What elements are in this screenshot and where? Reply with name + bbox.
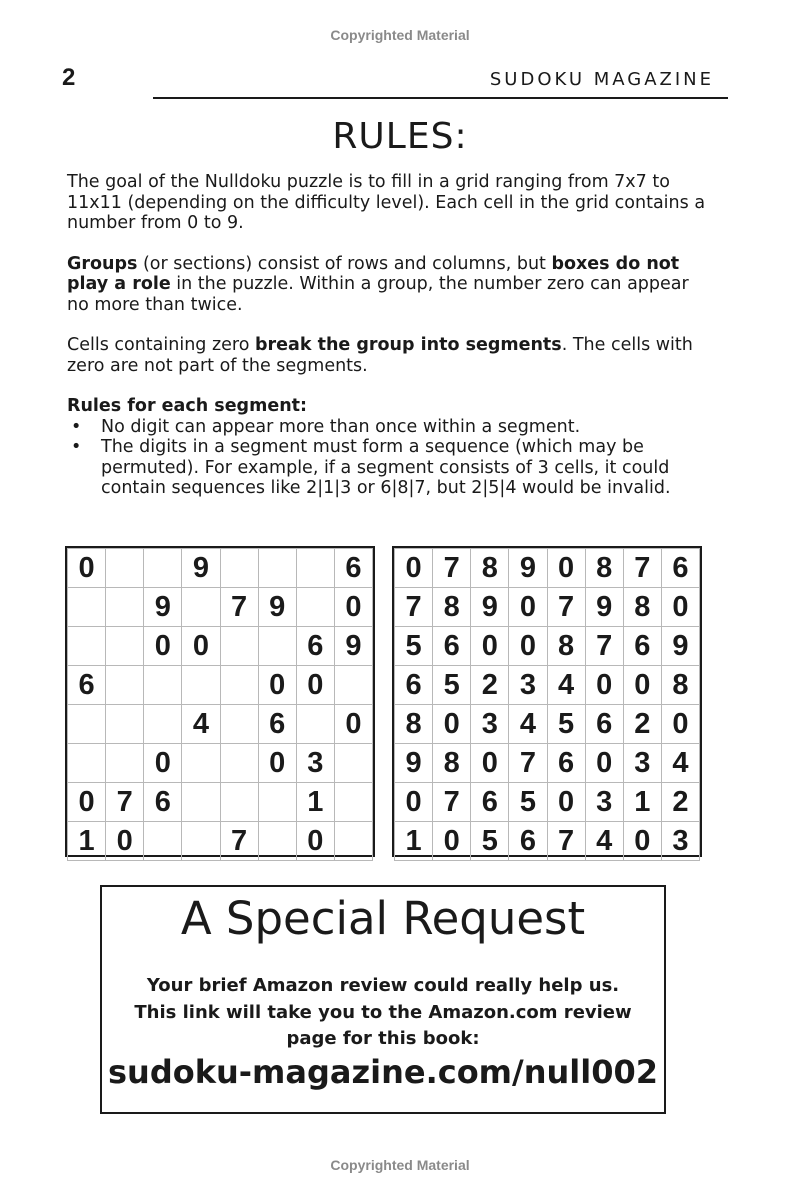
puzzle-cell [258, 822, 296, 861]
puzzle-cell [106, 705, 144, 744]
magazine-title: SUDOKU MAGAZINE [489, 69, 714, 90]
solution-cell: 7 [585, 627, 623, 666]
puzzle-cell [68, 588, 106, 627]
puzzle-cell: 6 [258, 705, 296, 744]
request-text [102, 973, 664, 1053]
solution-cell: 8 [661, 666, 699, 705]
solution-cell: 6 [547, 744, 585, 783]
puzzle-cell: 9 [258, 588, 296, 627]
copyright-watermark-top: Copyrighted Material [330, 27, 470, 43]
solution-row [395, 744, 700, 783]
puzzle-cell: 7 [220, 588, 258, 627]
solution-cell: 5 [395, 627, 433, 666]
solution-cell: 5 [471, 822, 509, 861]
solution-cell: 8 [547, 627, 585, 666]
solution-cell: 8 [395, 705, 433, 744]
solution-cell: 9 [509, 549, 547, 588]
solution-cell: 0 [471, 627, 509, 666]
solution-cell: 8 [433, 744, 471, 783]
rules-intro: The goal of the Nulldoku puzzle is to fill in a grid ranging from 7x7 to 11x11 (depending on the difficulty level). Each cell in the grid contains a number from 0 to 9. [67, 172, 706, 233]
puzzle-cell [334, 666, 372, 705]
solution-cell: 9 [395, 744, 433, 783]
solution-cell: 4 [661, 744, 699, 783]
solution-cell: 7 [433, 783, 471, 822]
rules-heading: RULES: [332, 116, 468, 157]
solution-cell: 6 [623, 627, 661, 666]
solution-cell: 6 [433, 627, 471, 666]
solution-cell: 0 [433, 822, 471, 861]
review-link[interactable]: sudoku-magazine.com/null002 [107, 1053, 658, 1091]
page-number: 2 [62, 64, 76, 91]
puzzle-cell [334, 822, 372, 861]
puzzle-cell [106, 627, 144, 666]
puzzle-cell [68, 705, 106, 744]
puzzle-cell [106, 744, 144, 783]
puzzle-cell [106, 666, 144, 705]
puzzle-cell: 0 [68, 783, 106, 822]
solution-cell: 0 [433, 705, 471, 744]
solution-cell: 0 [509, 588, 547, 627]
puzzle-cell [334, 783, 372, 822]
solution-cell: 6 [661, 549, 699, 588]
solution-cell: 7 [547, 588, 585, 627]
solution-row [395, 705, 700, 744]
puzzle-cell: 6 [144, 783, 182, 822]
segment-rule-item: • No digit can appear more than once within a segment. [67, 417, 712, 438]
puzzle-cell [144, 705, 182, 744]
solution-cell: 4 [585, 822, 623, 861]
puzzle-cell: 7 [220, 822, 258, 861]
rules-groups: Groups (or sections) consist of rows and columns, but boxes do not play a role in the puzzle. Within a group, the number zero can appear no more than twice. [67, 253, 689, 315]
solution-cell: 3 [509, 666, 547, 705]
puzzle-row [68, 822, 373, 861]
solution-cell: 7 [433, 549, 471, 588]
puzzle-cell: 6 [296, 627, 334, 666]
puzzle-row [68, 549, 373, 588]
puzzle-cell [258, 549, 296, 588]
puzzle-cell: 6 [334, 549, 372, 588]
solution-cell: 7 [395, 588, 433, 627]
segment-rules-title: Rules for each segment: [67, 396, 308, 416]
puzzle-cell [296, 705, 334, 744]
solution-cell: 5 [547, 705, 585, 744]
puzzle-cell [258, 783, 296, 822]
solution-cell: 0 [471, 744, 509, 783]
puzzle-cell: 1 [296, 783, 334, 822]
solution-cell: 9 [661, 627, 699, 666]
solution-cell: 9 [585, 588, 623, 627]
puzzle-cell: 3 [296, 744, 334, 783]
solution-row [395, 627, 700, 666]
solution-cell: 8 [433, 588, 471, 627]
solution-row [395, 549, 700, 588]
puzzle-cell [334, 744, 372, 783]
puzzle-cell: 4 [182, 705, 220, 744]
solution-cell: 1 [623, 783, 661, 822]
solution-cell: 2 [661, 783, 699, 822]
solution-cell: 8 [471, 549, 509, 588]
puzzle-cell: 0 [296, 666, 334, 705]
solution-cell: 9 [471, 588, 509, 627]
solution-cell: 2 [471, 666, 509, 705]
solution-cell: 3 [661, 822, 699, 861]
puzzle-cell [68, 744, 106, 783]
request-line: This link will take you to the Amazon.com review [134, 1001, 632, 1023]
puzzle-cell [182, 783, 220, 822]
solution-cell: 8 [623, 588, 661, 627]
puzzle-cell [220, 627, 258, 666]
solution-cell: 0 [395, 549, 433, 588]
solution-cell: 5 [433, 666, 471, 705]
solution-cell: 6 [585, 705, 623, 744]
solution-cell: 0 [547, 549, 585, 588]
puzzle-cell: 9 [144, 588, 182, 627]
rules-body [67, 172, 712, 499]
puzzle-cell [182, 666, 220, 705]
puzzle-grid [65, 546, 375, 857]
solution-cell: 0 [623, 666, 661, 705]
puzzle-cell [144, 666, 182, 705]
solution-cell: 6 [509, 822, 547, 861]
puzzle-cell [220, 705, 258, 744]
puzzle-row [68, 588, 373, 627]
puzzle-cell [220, 783, 258, 822]
puzzle-cell: 0 [144, 627, 182, 666]
puzzle-cell [220, 666, 258, 705]
puzzle-cell: 0 [68, 549, 106, 588]
solution-row [395, 783, 700, 822]
puzzle-row [68, 666, 373, 705]
puzzle-cell [106, 588, 144, 627]
solution-cell: 0 [661, 588, 699, 627]
solution-cell: 3 [471, 705, 509, 744]
puzzle-row [68, 627, 373, 666]
solution-cell: 3 [585, 783, 623, 822]
rules-zero-cells: Cells containing zero break the group into segments. The cells with zero are not part of the segments. [67, 335, 693, 376]
special-request-box [100, 885, 666, 1114]
puzzle-cell [258, 627, 296, 666]
solution-cell: 7 [623, 549, 661, 588]
puzzle-cell: 0 [296, 822, 334, 861]
solution-cell: 7 [509, 744, 547, 783]
puzzle-cell: 1 [68, 822, 106, 861]
header-divider [153, 97, 728, 99]
solution-cell: 0 [395, 783, 433, 822]
puzzle-cell [68, 627, 106, 666]
solution-cell: 8 [585, 549, 623, 588]
puzzle-cell: 0 [182, 627, 220, 666]
solution-cell: 4 [509, 705, 547, 744]
puzzle-cell [296, 549, 334, 588]
puzzle-cell: 0 [258, 744, 296, 783]
solution-cell: 7 [547, 822, 585, 861]
puzzle-cell [144, 822, 182, 861]
solution-cell: 1 [395, 822, 433, 861]
solution-grid [392, 546, 702, 857]
puzzle-cell [144, 549, 182, 588]
request-line: page for this book: [286, 1028, 480, 1049]
puzzle-row [68, 705, 373, 744]
solution-row [395, 822, 700, 861]
puzzle-cell [106, 549, 144, 588]
puzzle-cell: 9 [182, 549, 220, 588]
solution-cell: 4 [547, 666, 585, 705]
request-title: A Special Request [180, 892, 586, 945]
puzzle-cell [296, 588, 334, 627]
solution-cell: 0 [509, 627, 547, 666]
solution-cell: 3 [623, 744, 661, 783]
puzzle-cell: 9 [334, 627, 372, 666]
solution-row [395, 666, 700, 705]
puzzle-cell: 7 [106, 783, 144, 822]
copyright-watermark-bottom: Copyrighted Material [330, 1157, 470, 1173]
puzzle-cell [220, 744, 258, 783]
puzzle-cell: 0 [258, 666, 296, 705]
solution-cell: 6 [471, 783, 509, 822]
solution-cell: 6 [395, 666, 433, 705]
solution-cell: 0 [585, 744, 623, 783]
segment-rules-list [67, 417, 712, 499]
solution-cell: 0 [547, 783, 585, 822]
solution-cell: 0 [585, 666, 623, 705]
puzzle-cell [182, 744, 220, 783]
puzzle-row [68, 783, 373, 822]
puzzle-cell [182, 822, 220, 861]
solution-cell: 2 [623, 705, 661, 744]
puzzle-cell: 6 [68, 666, 106, 705]
solution-cell: 0 [623, 822, 661, 861]
puzzle-cell [220, 549, 258, 588]
puzzle-cell: 0 [144, 744, 182, 783]
puzzle-cell [182, 588, 220, 627]
request-line: Your brief Amazon review could really help us. [146, 975, 620, 996]
segment-rule-item: • The digits in a segment must form a sequence (which may be permuted). For example, if a segment consists of 3 cells, it could contain sequences like 2|1|3 or 6|8|7, but 2|5|4 would be invalid. [67, 437, 712, 499]
puzzle-cell: 0 [334, 705, 372, 744]
puzzle-cell: 0 [106, 822, 144, 861]
solution-cell: 0 [661, 705, 699, 744]
puzzle-cell: 0 [334, 588, 372, 627]
solution-cell: 5 [509, 783, 547, 822]
solution-row [395, 588, 700, 627]
puzzle-row [68, 744, 373, 783]
